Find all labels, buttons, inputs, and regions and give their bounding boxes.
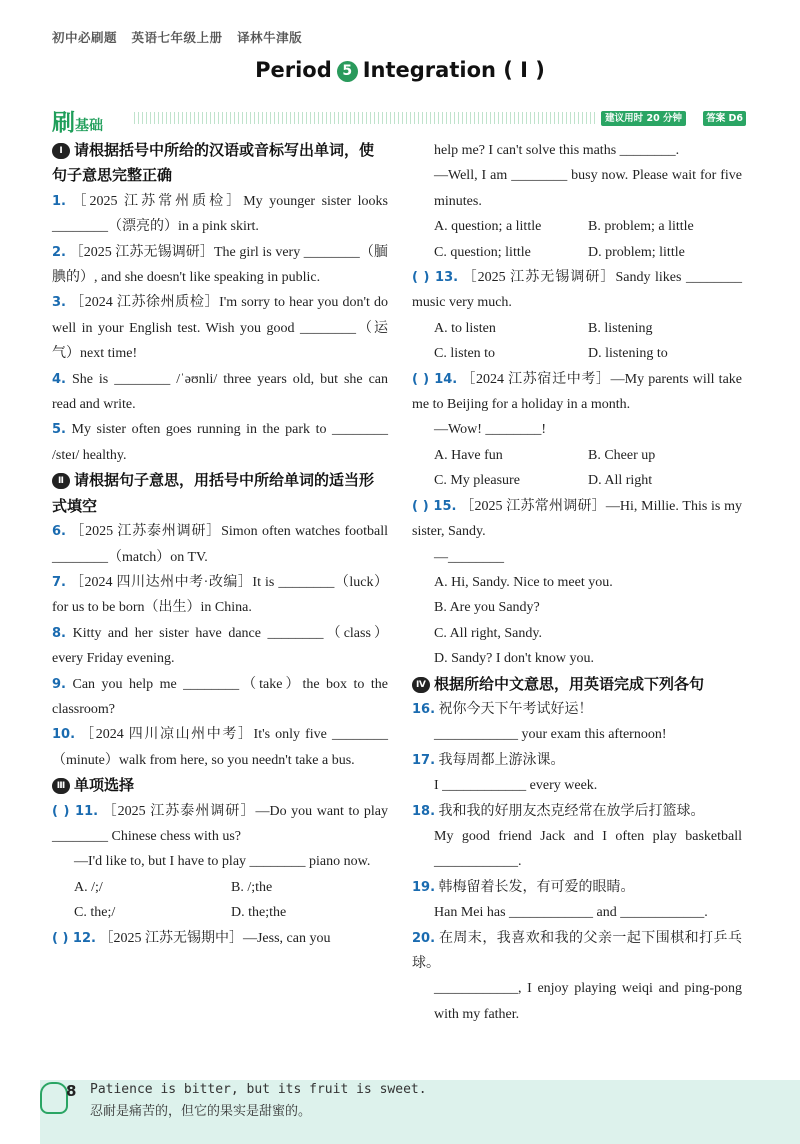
option-row <box>52 900 388 925</box>
question-line <box>412 163 742 214</box>
question-text: ［2025 江苏常州调研］—Hi, Millie. This is my sister, Sandy. <box>412 498 743 540</box>
question-item <box>52 417 388 468</box>
question-text: Kitty and her sister have dance ________（class）every Friday evening. <box>52 625 388 667</box>
section-number: Ⅰ <box>52 143 70 159</box>
question-line <box>412 417 742 442</box>
question-item <box>52 570 388 621</box>
line-text: D. Sandy? I don't know you. <box>434 651 595 667</box>
question-item <box>52 367 388 418</box>
question-item <box>412 875 742 900</box>
question-line <box>52 849 388 874</box>
question-line <box>412 976 742 1027</box>
question-text: ［2025 江苏无锡期中］—Jess, can you <box>99 930 331 946</box>
line-text: ____________, I enjoy playing weiqi and ping-pong with my father. <box>434 981 742 1022</box>
question-number: 2. <box>52 244 66 260</box>
question-number: 5. <box>52 422 66 438</box>
option-row <box>412 240 742 265</box>
title-prefix: Period <box>255 58 332 82</box>
question-line <box>412 545 742 570</box>
logo-subtitle: 基础 <box>75 118 103 134</box>
question-item <box>52 519 388 570</box>
option: C. the;/ <box>74 905 116 921</box>
motto-chinese: 忍耐是痛苦的，但它的果实是甜蜜的。 <box>90 1103 312 1118</box>
question-number: 3. <box>52 295 66 311</box>
section-title: 请根据括号中所给的汉语或音标写出单词，使句子意思完整正确 <box>52 141 375 185</box>
option: D. problem; little <box>588 244 685 260</box>
question-item <box>52 290 388 366</box>
brush-logo <box>52 104 103 137</box>
option-row <box>412 468 742 493</box>
section-title: 单项选择 <box>74 776 135 795</box>
question-line <box>412 570 742 595</box>
question-number: ( ) 14. <box>412 371 458 387</box>
question-number: 18. <box>412 803 436 819</box>
question-line <box>412 722 742 747</box>
question-text: 在周末，我喜欢和我的父亲一起下围棋和打乒乓球。 <box>412 930 743 971</box>
question-line <box>412 646 742 671</box>
line-text: —________ <box>434 549 504 565</box>
section-heading <box>52 773 388 798</box>
line-text: A. Hi, Sandy. Nice to meet you. <box>434 574 613 590</box>
question-line <box>412 773 742 798</box>
section-title: 根据所给中文意思，用英语完成下列各句 <box>434 674 705 693</box>
footer <box>40 1080 800 1144</box>
line-text: C. All right, Sandy. <box>434 625 542 641</box>
question-line <box>412 900 742 925</box>
question-item <box>52 799 388 850</box>
option: A. to listen <box>434 320 496 336</box>
question-item <box>412 799 742 824</box>
question-text: ［2024 江苏徐州质检］I'm sorry to hear you don't do well in your English test. Wish you good ________（运气）next time! <box>52 295 389 362</box>
left-column <box>52 138 388 951</box>
question-number: 10. <box>52 727 76 743</box>
line-text: —I'd like to, but I have to play ________ piano now. <box>74 854 371 870</box>
question-line <box>412 138 742 163</box>
question-line <box>412 595 742 620</box>
option-row <box>412 443 742 468</box>
option-row <box>412 316 742 341</box>
question-number: 17. <box>412 752 436 768</box>
line-text: help me? I can't solve this maths ________. <box>434 143 680 158</box>
title-text: Integration ( Ⅰ ) <box>362 58 545 82</box>
line-text: B. Are you Sandy? <box>434 600 540 616</box>
page-number: 8 <box>66 1082 77 1100</box>
question-text: 韩梅留着长发，有可爱的眼睛。 <box>438 879 635 895</box>
question-text: 我和我的好朋友杰克经常在放学后打篮球。 <box>438 803 705 819</box>
decorative-hatch <box>134 112 598 124</box>
option: B. Cheer up <box>588 447 656 463</box>
line-text: I ____________ every week. <box>434 778 598 794</box>
section-heading <box>52 138 388 189</box>
question-number: 7. <box>52 574 66 590</box>
logo-char: 刷 <box>52 110 75 136</box>
section-number: Ⅳ <box>412 677 430 693</box>
question-number: 8. <box>52 625 66 641</box>
question-item <box>412 494 742 545</box>
question-line <box>412 621 742 646</box>
question-line <box>412 824 742 875</box>
option-row <box>412 214 742 239</box>
option: C. listen to <box>434 346 496 362</box>
question-item <box>52 672 388 723</box>
question-number: 4. <box>52 371 66 387</box>
section-title: 请根据句子意思，用括号中所给单词的适当形式填空 <box>52 471 375 515</box>
option-row <box>412 341 742 366</box>
section-heading <box>412 672 742 697</box>
question-text: ［2024 四川达州中考·改编］It is ________（luck）for us to be born（出生）in China. <box>52 574 389 616</box>
question-number: 1. <box>52 193 66 209</box>
balloon-icon <box>40 1082 68 1114</box>
option: A. /;/ <box>74 879 103 895</box>
question-number: 16. <box>412 701 436 717</box>
question-item <box>412 748 742 773</box>
line-text: —Well, I am ________ busy now. Please wait for five minutes. <box>434 168 742 209</box>
option: D. listening to <box>588 346 668 362</box>
right-column <box>412 138 742 1027</box>
option: C. question; little <box>434 244 531 260</box>
question-text: ［2025 江苏泰州调研］—Do you want to play ________ Chinese chess with us? <box>52 803 388 844</box>
question-text: ［2025 江苏无锡调研］The girl is very ________（腼腆的）, and she doesn't like speaking in public. <box>52 244 389 286</box>
line-text: —Wow! ________! <box>434 422 547 438</box>
question-text: ［2025 江苏常州质检］My younger sister looks ________（漂亮的）in a pink skirt. <box>52 193 389 235</box>
period-number-badge: 5 <box>337 61 358 82</box>
question-text: ［2024 四川凉山州中考］It's only five ________（minute）walk from here, so you needn't take a bus. <box>52 727 388 768</box>
question-number: ( ) 11. <box>52 803 99 819</box>
question-text: 祝你今天下午考试好运！ <box>438 701 593 717</box>
question-number: 9. <box>52 676 66 692</box>
running-header: 初中必刷题 英语七年级上册 译林牛津版 <box>52 30 303 45</box>
question-item <box>412 697 742 722</box>
question-item <box>412 367 742 418</box>
question-item <box>52 722 388 773</box>
option: D. the;the <box>231 905 287 921</box>
option: A. Have fun <box>434 447 503 463</box>
question-item <box>412 926 742 977</box>
line-text: My good friend Jack and I often play basketball ____________. <box>434 828 742 870</box>
question-number: ( ) 13. <box>412 270 459 286</box>
option: B. problem; a little <box>588 219 694 235</box>
time-label: 建议用时 20 分钟 <box>601 111 686 126</box>
line-text: ____________ your exam this afternoon! <box>434 727 667 743</box>
page-title <box>0 58 800 82</box>
question-item <box>52 621 388 672</box>
question-number: ( ) 12. <box>52 930 96 946</box>
question-text: ［2025 江苏泰州调研］Simon often watches football ________（match）on TV. <box>52 524 388 565</box>
option: C. My pleasure <box>434 473 520 489</box>
question-item <box>52 926 388 951</box>
option: A. question; a little <box>434 219 542 235</box>
motto-english: Patience is bitter, but its fruit is sweet. <box>90 1082 427 1097</box>
section-heading <box>52 468 388 519</box>
question-item <box>412 265 742 316</box>
section-number: Ⅲ <box>52 778 70 794</box>
question-text: ［2025 江苏无锡调研］Sandy likes ________ music very much. <box>412 270 742 311</box>
section-number: Ⅱ <box>52 473 70 489</box>
answer-label: 答案 D6 <box>703 111 746 126</box>
option: B. /;the <box>231 879 273 895</box>
line-text: Han Mei has ____________ and ____________. <box>434 905 708 921</box>
question-text: Can you help me ________（take）the box to the classroom? <box>52 676 388 717</box>
question-text: My sister often goes running in the park to ________ /steɪ/ healthy. <box>52 422 388 463</box>
question-number: 20. <box>412 930 436 946</box>
option: D. All right <box>588 473 653 489</box>
question-number: 6. <box>52 524 66 540</box>
question-text: 我每周都上游泳课。 <box>438 752 565 768</box>
question-item <box>52 189 388 240</box>
question-text: She is ________ /ˈəʊnli/ three years old, but she can read and write. <box>52 371 389 413</box>
question-number: 19. <box>412 879 436 895</box>
option-row <box>52 875 388 900</box>
question-item <box>52 240 388 291</box>
question-text: ［2024 江苏宿迁中考］—My parents will take me to Beijing for a holiday in a month. <box>412 371 743 413</box>
option: B. listening <box>588 320 653 336</box>
section-bar <box>52 104 748 136</box>
question-number: ( ) 15. <box>412 498 457 514</box>
